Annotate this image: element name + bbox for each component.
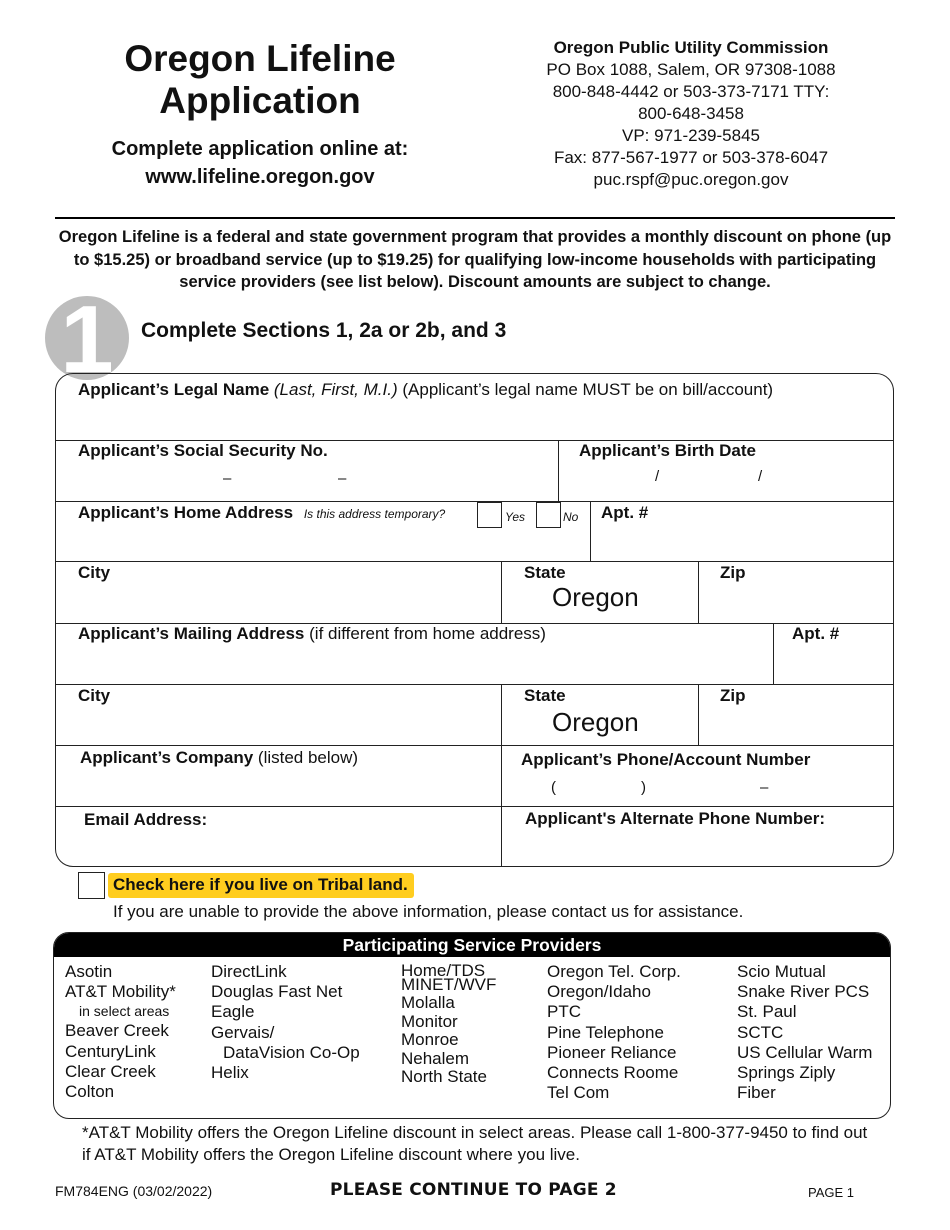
provider-item: AT&T Mobility*: [65, 982, 176, 1002]
provider-item: Springs Ziply: [737, 1063, 836, 1083]
phone-label: [521, 750, 810, 770]
col-divider: [590, 501, 591, 561]
contact-phone-1: 800-848-4442 or 503-373-7171 TTY:: [552, 82, 830, 101]
section-number: 1: [60, 296, 114, 380]
legal-name-title: Applicant’s Legal Name: [78, 380, 270, 399]
applicant-form: [55, 373, 894, 867]
col-divider: [558, 440, 559, 501]
contact-vp: VP: 971-239-5845: [622, 126, 760, 145]
continue-notice: PLEASE CONTINUE TO PAGE 2: [330, 1180, 617, 1200]
provider-item: Eagle: [211, 1002, 255, 1022]
contact-fax: Fax: 877-567-1977 or 503-378-6047: [553, 148, 829, 167]
provider-item: Home/TDS: [401, 961, 486, 980]
home-address-title: Applicant’s Home Address: [78, 503, 294, 522]
contact-email[interactable]: puc.rspf@puc.oregon.gov: [593, 170, 789, 189]
ssn-separator-2: –: [338, 470, 347, 487]
provider-item: DataVision Co-Op: [223, 1042, 360, 1062]
alt-phone-label: [525, 809, 825, 829]
ssn-title: Applicant’s Social Security No.: [78, 441, 328, 460]
providers-column-2: [211, 962, 360, 1083]
temporary-no-label: No: [563, 510, 579, 524]
row-divider: [56, 561, 893, 562]
provider-item: Gervais/: [211, 1022, 275, 1042]
provider-item: Monroe: [401, 1030, 459, 1049]
col-divider: [501, 684, 502, 745]
provider-item: Colton: [65, 1082, 115, 1102]
provider-item: Douglas Fast Net: [211, 982, 343, 1002]
provider-item: Pine Telephone: [547, 1022, 664, 1042]
provider-item: Oregon/Idaho: [547, 982, 651, 1002]
home-city-title: City: [78, 563, 111, 582]
contact-block: [505, 37, 877, 191]
att-mobility-note: *AT&T Mobility offers the Oregon Lifeline discount in select areas. Please call 1-800-377-9450 to find out if AT&T Mobility offers the Oregon Lifeline discount where you live.: [82, 1123, 868, 1164]
home-apt-title: Apt. #: [601, 503, 649, 522]
section-heading: Complete Sections 1, 2a or 2b, and 3: [141, 319, 507, 342]
provider-item: Fiber: [737, 1083, 776, 1103]
temporary-no-checkbox[interactable]: [536, 502, 561, 528]
mailing-apt-title: Apt. #: [792, 624, 840, 643]
home-city-label: [78, 563, 110, 583]
providers-heading: Participating Service Providers: [54, 933, 890, 957]
col-divider: [773, 623, 774, 684]
online-url[interactable]: www.lifeline.oregon.gov: [145, 166, 375, 188]
provider-item: St. Paul: [737, 1002, 797, 1022]
mailing-address-title: Applicant’s Mailing Address: [78, 624, 305, 643]
home-state-label: [524, 563, 566, 583]
provider-item: Nehalem: [401, 1048, 470, 1068]
provider-item: US Cellular Warm: [737, 1042, 873, 1062]
providers-column-4: [547, 962, 681, 1103]
section-number-badge: [45, 296, 129, 380]
col-divider: [698, 561, 699, 623]
provider-item-note: in select areas: [79, 1003, 170, 1020]
mailing-address-label: [78, 624, 546, 644]
tribal-land-label: Check here if you live on Tribal land.: [108, 873, 414, 898]
row-divider: [56, 806, 893, 807]
home-address-label: [78, 503, 445, 524]
company-title: Applicant’s Company: [80, 748, 254, 767]
phone-separator: –: [760, 779, 769, 796]
legal-name-hint: (Last, First, M.I.): [273, 380, 398, 399]
mailing-zip-label: [720, 686, 746, 706]
date-separator-2: /: [758, 468, 763, 485]
phone-paren-open: (: [551, 779, 556, 796]
provider-item: Helix: [211, 1063, 249, 1083]
provider-item: Asotin: [65, 962, 113, 981]
phone-paren-close: ): [641, 779, 646, 796]
birth-date-title: Applicant’s Birth Date: [579, 441, 756, 460]
header-divider: [55, 217, 895, 219]
provider-item: SCTC: [737, 1022, 784, 1042]
providers-column-3: [401, 962, 496, 1087]
mailing-city-label: [78, 686, 110, 706]
provider-item: CenturyLink: [65, 1041, 156, 1061]
alt-phone-title: Applicant's Alternate Phone Number:: [525, 809, 826, 828]
email-title: Email Address:: [84, 810, 208, 829]
contact-phone-2: 800-648-3458: [638, 104, 744, 123]
providers-column-5: [737, 962, 872, 1103]
birth-date-label: [579, 441, 756, 461]
row-divider: [56, 684, 893, 685]
form-id: FM784ENG (03/02/2022): [55, 1183, 213, 1199]
provider-item: Oregon Tel. Corp.: [547, 962, 681, 981]
home-zip-label: [720, 563, 746, 583]
provider-item: PTC: [547, 1002, 581, 1022]
mailing-state-value: Oregon: [552, 707, 639, 737]
provider-item: Beaver Creek: [65, 1021, 169, 1041]
contact-org: Oregon Public Utility Commission: [553, 38, 829, 57]
title-line-1: Oregon Lifeline: [124, 38, 396, 79]
row-divider: [56, 501, 893, 502]
ssn-separator-1: –: [223, 470, 232, 487]
providers-box: [53, 932, 891, 1119]
provider-item: Clear Creek: [65, 1061, 156, 1081]
mailing-zip-title: Zip: [720, 686, 746, 705]
assistance-note: If you are unable to provide the above information, please contact us for assistance.: [113, 902, 744, 921]
temporary-yes-label: Yes: [505, 510, 526, 524]
providers-column-1: [65, 962, 176, 1102]
date-separator-1: /: [655, 468, 660, 485]
mailing-apt-label: [792, 624, 839, 644]
mailing-address-note: (if different from home address): [309, 624, 546, 643]
home-state-value: Oregon: [552, 582, 639, 612]
provider-item: Molalla: [401, 993, 455, 1012]
home-state-title: State: [524, 563, 566, 582]
provider-item: MINET/WVF: [401, 974, 497, 994]
col-divider: [698, 684, 699, 745]
email-label: [84, 810, 207, 830]
online-instructions: [55, 135, 465, 191]
mailing-city-title: City: [78, 686, 111, 705]
title-line-2: Application: [159, 80, 361, 121]
home-apt-label: [601, 503, 648, 523]
provider-item: Scio Mutual: [737, 962, 826, 981]
company-note: (listed below): [257, 748, 359, 767]
provider-item: Connects Roome: [547, 1063, 679, 1083]
legal-name-label: [78, 380, 773, 400]
contact-address: PO Box 1088, Salem, OR 97308-1088: [546, 60, 836, 79]
mailing-state-label: [524, 686, 566, 706]
legal-name-note: (Applicant’s legal name MUST be on bill/account): [402, 380, 774, 399]
row-divider: [56, 745, 893, 746]
provider-item: Pioneer Reliance: [547, 1042, 677, 1062]
provider-item: Snake River PCS: [737, 982, 870, 1002]
temporary-question: Is this address temporary?: [303, 507, 446, 521]
home-zip-title: Zip: [720, 563, 746, 582]
page-number: PAGE 1: [808, 1185, 855, 1200]
tribal-land-checkbox[interactable]: [78, 872, 105, 899]
company-label: [80, 748, 358, 768]
page-title: [55, 38, 465, 122]
col-divider: [501, 561, 502, 623]
ssn-label: [78, 441, 328, 461]
phone-title: Applicant’s Phone/Account Number: [521, 750, 811, 769]
provider-item: Monitor: [401, 1011, 458, 1031]
mailing-state-title: State: [524, 686, 566, 705]
provider-item: Tel Com: [547, 1083, 610, 1103]
online-line-1: Complete application online at:: [111, 138, 409, 160]
provider-item: DirectLink: [211, 962, 287, 981]
temporary-yes-checkbox[interactable]: [477, 502, 502, 528]
program-intro: Oregon Lifeline is a federal and state government program that provides a monthly discount on phone (up to $15.25) or broadband service (up to $19.25) for qualifying low-income households with participating service providers (see list below). Discount amounts are subject to change.: [58, 228, 892, 291]
provider-item: North State: [401, 1067, 487, 1086]
